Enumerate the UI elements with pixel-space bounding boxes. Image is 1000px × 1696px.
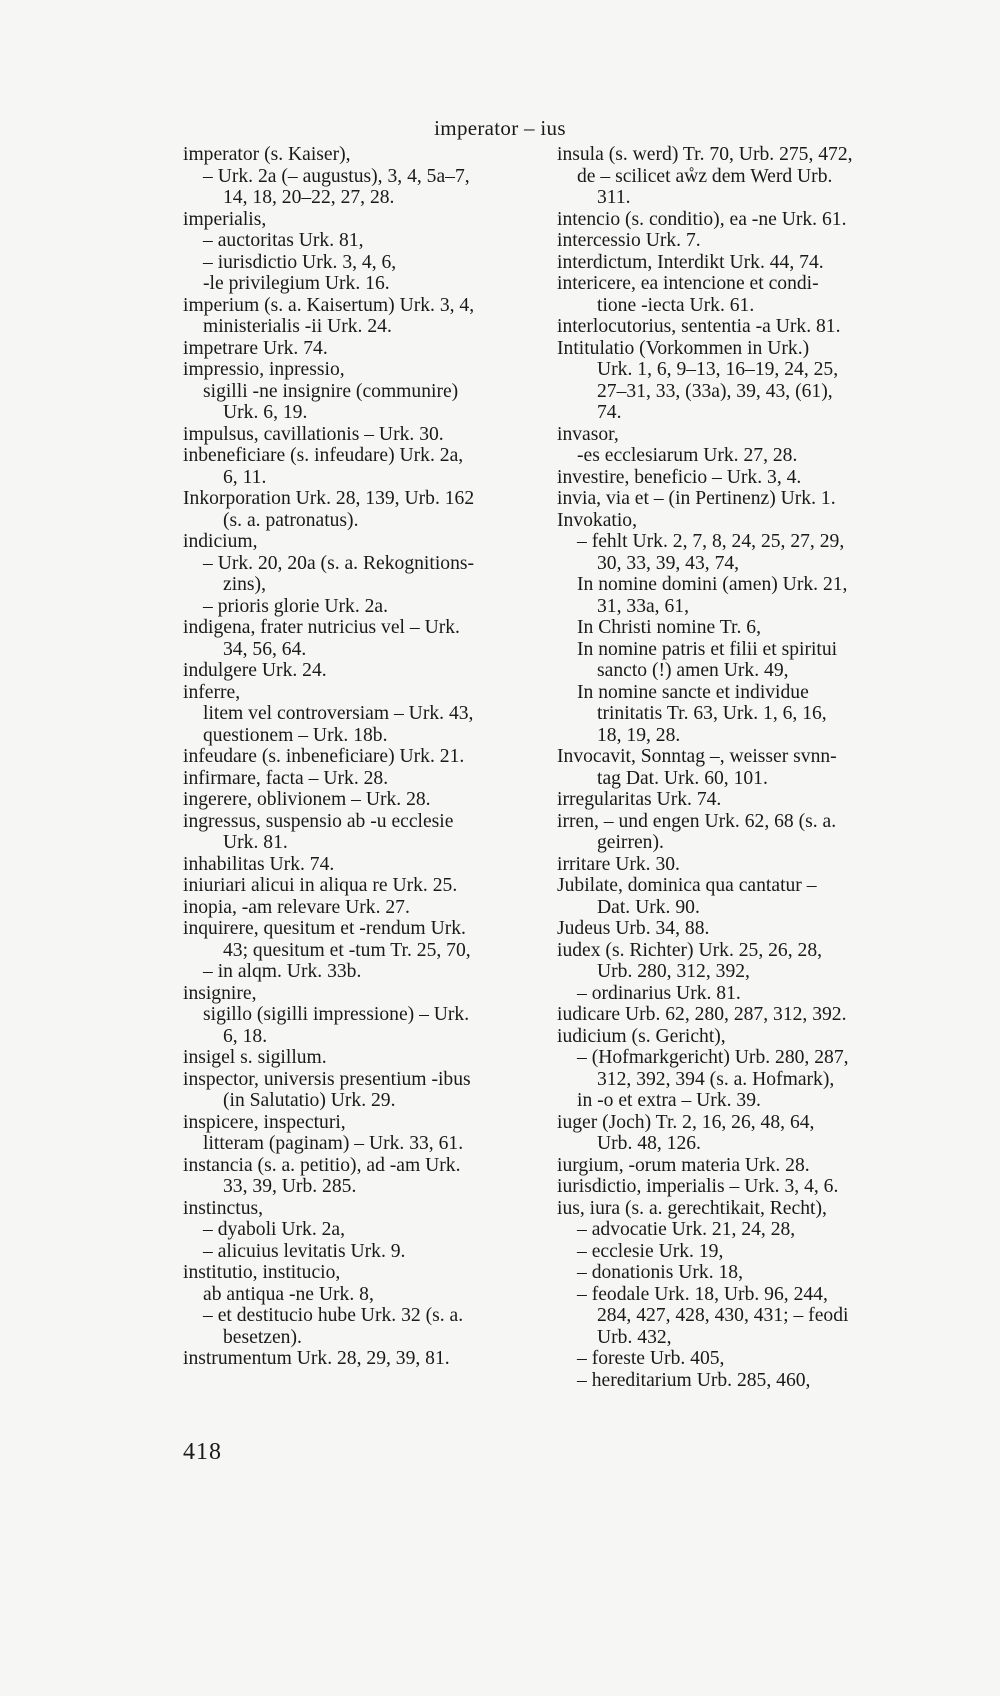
index-entry-line: 6, 11. <box>223 466 267 488</box>
index-entry-line: inspicere, inspecturi, <box>183 1111 346 1133</box>
index-entry-line: 33, 39, Urb. 285. <box>223 1176 357 1197</box>
index-entry-line: irritare Urk. 30. <box>557 853 680 875</box>
index-entry-line: -le privilegium Urk. 16. <box>203 273 390 294</box>
index-entry-line: indigena, frater nutricius vel – Urk. <box>183 617 460 638</box>
index-entry-line: (in Salutatio) Urk. 29. <box>223 1090 396 1111</box>
running-head: imperator – ius <box>434 116 566 140</box>
index-entry-line: iniuriari alicui in aliqua re Urk. 25. <box>183 875 458 896</box>
index-entry-line: – ordinarius Urk. 81. <box>577 982 741 1004</box>
index-entry-line: – advocatie Urk. 21, 24, 28, <box>577 1219 796 1240</box>
index-entry-line: impetrare Urk. 74. <box>183 337 328 359</box>
page-number: 418 <box>183 1439 222 1465</box>
index-column-left <box>183 144 535 1370</box>
index-entry-line: tione -iecta Urk. 61. <box>597 294 755 316</box>
index-entry-line: iuger (Joch) Tr. 2, 16, 26, 48, 64, <box>557 1111 815 1133</box>
index-entry-line: litem vel controversiam – Urk. 43, <box>203 703 474 724</box>
index-entry-line: irregularitas Urk. 74. <box>557 789 722 810</box>
index-entry-line: 31, 33a, 61, <box>597 595 689 617</box>
index-entry-line: Urk. 81. <box>223 832 288 853</box>
index-entry-line: infirmare, facta – Urk. 28. <box>183 767 389 789</box>
index-entry-line: besetzen). <box>223 1326 302 1348</box>
index-entry-line: 311. <box>597 187 631 208</box>
index-entry-line: in -o et extra – Urk. 39. <box>577 1090 761 1111</box>
index-entry-line: Urk. 6, 19. <box>223 402 308 423</box>
index-entry-line: 34, 56, 64. <box>223 638 307 660</box>
index-entry-line: 14, 18, 20–22, 27, 28. <box>223 187 395 208</box>
index-entry-line: trinitatis Tr. 63, Urk. 1, 6, 16, <box>597 703 827 724</box>
index-entry-line: inquirere, quesitum et -rendum Urk. <box>183 918 466 939</box>
index-entry-line: 6, 18. <box>223 1025 268 1047</box>
index-entry-line: intericere, ea intencione et condi- <box>557 273 819 294</box>
index-entry-line: – ecclesie Urk. 19, <box>577 1240 724 1262</box>
index-entry-line: inhabilitas Urk. 74. <box>183 853 335 875</box>
index-entry-line: interlocutorius, sententia -a Urk. 81. <box>557 316 841 337</box>
index-entry-line: -es ecclesiarum Urk. 27, 28. <box>577 445 798 466</box>
index-entry-line: Urb. 280, 312, 392, <box>597 961 750 982</box>
index-entry-line: inopia, -am relevare Urk. 27. <box>183 896 410 918</box>
index-entry-line: Urk. 1, 6, 9–13, 16–19, 24, 25, <box>597 359 839 380</box>
index-entry-line: Urb. 48, 126. <box>597 1133 701 1154</box>
index-entry-line: sigillo (sigilli impressione) – Urk. <box>203 1004 470 1025</box>
index-entry-line: Intitulatio (Vorkommen in Urk.) <box>557 337 810 359</box>
index-entry-line: iudicare Urb. 62, 280, 287, 312, 392. <box>557 1004 847 1025</box>
index-entry-line: irren, – und engen Urk. 62, 68 (s. a. <box>557 810 837 832</box>
index-entry-line: 30, 33, 39, 43, 74, <box>597 552 740 574</box>
index-entry-line: inspector, universis presentium -ibus <box>183 1068 471 1090</box>
index-entry-line: insigel s. sigillum. <box>183 1047 327 1068</box>
index-entry-line: imperator (s. Kaiser), <box>183 144 351 165</box>
index-entry-line: Inkorporation Urk. 28, 139, Urb. 162 <box>183 488 475 509</box>
index-entry-line: iudex (s. Richter) Urk. 25, 26, 28, <box>557 939 823 961</box>
index-entry-line: institutio, institucio, <box>183 1262 341 1283</box>
index-entry-line: indicium, <box>183 531 258 552</box>
index-entry-line: 74. <box>597 402 622 423</box>
index-entry-line: In Christi nomine Tr. 6, <box>577 617 761 638</box>
index-entry-line: impressio, inpressio, <box>183 359 345 380</box>
index-entry-line: 284, 427, 428, 430, 431; – feodi <box>597 1305 849 1326</box>
index-entry-line: intencio (s. conditio), ea -ne Urk. 61. <box>557 208 847 230</box>
index-entry-line: 18, 19, 28. <box>597 724 681 746</box>
index-entry-line: imperialis, <box>183 208 267 230</box>
index-entry-line: – iurisdictio Urk. 3, 4, 6, <box>203 251 397 273</box>
index-entry-line: In nomine patris et filii et spiritui <box>577 638 838 660</box>
index-entry-line: tag Dat. Urk. 60, 101. <box>597 767 768 789</box>
index-entry-line: – Urk. 2a (– augustus), 3, 4, 5a–7, <box>203 165 470 187</box>
index-entry-line: instancia (s. a. petitio), ad -am Urk. <box>183 1154 461 1176</box>
index-entry-line: imperium (s. a. Kaisertum) Urk. 3, 4, <box>183 294 475 316</box>
index-entry-line: In nomine sancte et individue <box>577 681 809 703</box>
index-entry-line: – (Hofmarkgericht) Urb. 280, 287, <box>577 1047 849 1068</box>
index-entry-line: – donationis Urk. 18, <box>577 1262 743 1283</box>
index-entry-line: – feodale Urk. 18, Urb. 96, 244, <box>577 1283 828 1305</box>
index-entry-line: ius, iura (s. a. gerechtikait, Recht), <box>557 1197 827 1219</box>
index-entry-line: instrumentum Urk. 28, 29, 39, 81. <box>183 1348 450 1369</box>
index-entry-line: sigilli -ne insignire (communire) <box>203 380 459 402</box>
index-entry-line: – foreste Urb. 405, <box>577 1348 725 1369</box>
index-entry-line: infeudare (s. inbeneficiare) Urk. 21. <box>183 746 465 767</box>
index-entry-line: ingerere, oblivionem – Urk. 28. <box>183 789 431 810</box>
index-entry-line: – dyaboli Urk. 2a, <box>203 1219 346 1240</box>
index-entry-line: Judeus Urb. 34, 88. <box>557 918 710 939</box>
index-entry-line: – prioris glorie Urk. 2a. <box>203 595 389 617</box>
index-entry-line: questionem – Urk. 18b. <box>203 724 388 746</box>
index-entry-line: geirren). <box>597 832 664 853</box>
index-entry-line: impulsus, cavillationis – Urk. 30. <box>183 423 444 445</box>
index-entry-line: – in alqm. Urk. 33b. <box>203 961 362 982</box>
index-entry-line: iurgium, -orum materia Urk. 28. <box>557 1154 810 1176</box>
index-entry-line: inferre, <box>183 681 241 703</box>
index-entry-line: iudicium (s. Gericht), <box>557 1025 726 1047</box>
index-entry-line: Invocavit, Sonntag –, weisser svnn- <box>557 746 837 767</box>
index-entry-line: insignire, <box>183 982 257 1004</box>
index-entry-line: zins), <box>223 574 266 595</box>
index-entry-line: ministerialis -ii Urk. 24. <box>203 316 392 337</box>
index-entry-line: invia, via et – (in Pertinenz) Urk. 1. <box>557 488 836 509</box>
index-entry-line: – auctoritas Urk. 81, <box>203 230 364 251</box>
index-entry-line: 43; quesitum et -tum Tr. 25, 70, <box>223 939 471 961</box>
index-entry-line: – fehlt Urk. 2, 7, 8, 24, 25, 27, 29, <box>577 531 845 552</box>
index-entry-line: Urb. 432, <box>597 1326 672 1348</box>
index-entry-line: iurisdictio, imperialis – Urk. 3, 4, 6. <box>557 1176 839 1197</box>
index-entry-line: inbeneficiare (s. infeudare) Urk. 2a, <box>183 445 464 466</box>
index-column-right <box>557 144 902 1391</box>
index-entry-line: investire, beneficio – Urk. 3, 4. <box>557 466 802 488</box>
index-entry-line: Dat. Urk. 90. <box>597 896 700 918</box>
index-entry-line: – et destitucio hube Urk. 32 (s. a. <box>203 1305 464 1326</box>
index-entry-line: instinctus, <box>183 1197 264 1219</box>
index-entry-line: indulgere Urk. 24. <box>183 660 327 681</box>
index-entry-line: 27–31, 33, (33a), 39, 43, (61), <box>597 380 833 402</box>
index-entry-line: sancto (!) amen Urk. 49, <box>597 660 789 681</box>
index-entry-line: 312, 392, 394 (s. a. Hofmark), <box>597 1068 835 1090</box>
index-entry-line: – alicuius levitatis Urk. 9. <box>203 1240 406 1262</box>
index-entry-line: In nomine domini (amen) Urk. 21, <box>577 574 848 595</box>
index-entry-line: – Urk. 20, 20a (s. a. Rekognitions- <box>203 552 475 574</box>
index-entry-line: – hereditarium Urb. 285, 460, <box>577 1369 811 1391</box>
index-entry-line: Jubilate, dominica qua cantatur – <box>557 875 817 896</box>
index-entry-line: (s. a. patronatus). <box>223 509 359 531</box>
index-entry-line: litteram (paginam) – Urk. 33, 61. <box>203 1133 464 1154</box>
index-entry-line: interdictum, Interdikt Urk. 44, 74. <box>557 251 824 273</box>
index-entry-line: intercessio Urk. 7. <box>557 230 701 251</box>
index-entry-line: Invokatio, <box>557 509 637 531</box>
index-entry-line: ab antiqua -ne Urk. 8, <box>203 1283 374 1305</box>
index-entry-line: insula (s. werd) Tr. 70, Urb. 275, 472, <box>557 144 853 165</box>
index-entry-line: invasor, <box>557 423 619 445</box>
index-entry-line: de – scilicet aẘz dem Werd Urb. <box>577 165 833 187</box>
index-entry-line: ingressus, suspensio ab -u ecclesie <box>183 810 454 832</box>
